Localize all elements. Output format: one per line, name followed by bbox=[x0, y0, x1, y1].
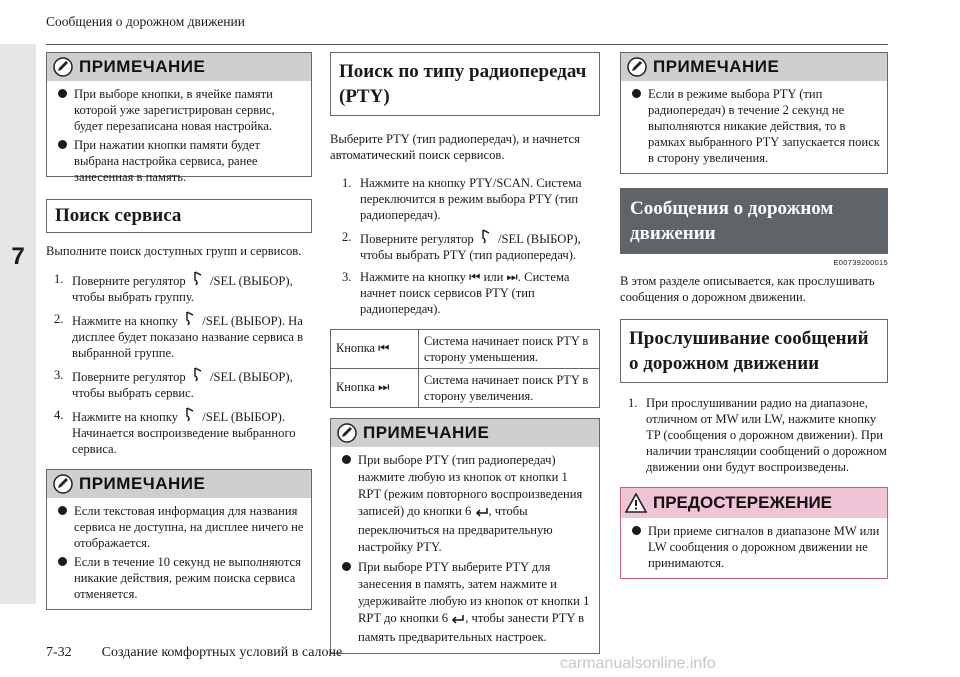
step: 3. Нажмите на кнопку ⏮ или ⏭. Система начнет поиск сервисов PTY (тип радиопередач). bbox=[342, 270, 570, 316]
seek-forward-icon: ⏭ bbox=[378, 380, 390, 394]
document-code: E00739200015 bbox=[833, 258, 888, 267]
step: 3. Поверните регулятор /SEL (ВЫБОР), чтобы выбрать сервис. bbox=[54, 368, 293, 400]
step: 2. Нажмите на кнопку /SEL (ВЫБОР). На дисплее будет показано название сервиса в выбранной группе. bbox=[54, 312, 304, 360]
column-right bbox=[620, 52, 888, 579]
step: 1. Поверните регулятор /SEL (ВЫБОР), чтобы выбрать группу. bbox=[54, 272, 293, 304]
note-label: ПРИМЕЧАНИЕ bbox=[653, 57, 780, 76]
note-label: ПРИМЕЧАНИЕ bbox=[79, 57, 206, 76]
section-title-pty: Поиск по типу радиопередач (PTY) bbox=[330, 52, 600, 116]
side-strip bbox=[0, 44, 36, 604]
note-header bbox=[47, 53, 311, 81]
page-number: 7-32 bbox=[46, 645, 72, 660]
knob-icon bbox=[189, 367, 207, 385]
note-label: ПРИМЕЧАНИЕ bbox=[79, 474, 206, 493]
step: 2. Поверните регулятор /SEL (ВЫБОР), чтобы выбрать PTY (тип радиопередач). bbox=[342, 230, 581, 262]
section-title-listen: Прослушивание сообщений о дорожном движении bbox=[620, 319, 888, 383]
note-bullet: Если в режиме выбора PTY (тип радиопередач) в течение 2 секунд не выполняются никакие действия, то в рамках выбранного PTY запускается поиск в сторону увеличения. bbox=[629, 86, 881, 166]
knob-icon bbox=[181, 407, 199, 425]
note-box bbox=[620, 52, 888, 174]
column-left bbox=[46, 52, 312, 610]
table-row: Кнопка ⏮ Система начинает поиск PTY в сторону уменьшения. bbox=[331, 330, 600, 369]
knob-icon bbox=[477, 229, 495, 247]
caution-bullet: При приеме сигналов в диапазоне MW или LW сообщения о дорожном движении не принимаются. bbox=[629, 523, 881, 571]
traffic-intro: В этом разделе описывается, как прослушивать сообщения о дорожном движении. bbox=[620, 274, 875, 304]
knob-icon bbox=[181, 311, 199, 329]
note-pencil-icon bbox=[53, 57, 73, 77]
note-pencil-icon bbox=[337, 423, 357, 443]
note-box bbox=[330, 418, 600, 654]
note-bullet: При выборе кнопки, в ячейке памяти которой уже зарегистрирован сервис, будет перезаписана новая настройка. bbox=[55, 86, 305, 134]
note-header bbox=[47, 470, 311, 498]
warning-triangle-icon bbox=[625, 493, 647, 513]
step: 1. Нажмите на кнопку PTY/SCAN. Система переключится в режим выбора PTY (тип радиопередач). bbox=[342, 176, 582, 222]
page-footer bbox=[46, 645, 342, 661]
table-row: Кнопка ⏭ Система начинает поиск PTY в сторону увеличения. bbox=[331, 369, 600, 408]
column-middle bbox=[330, 52, 600, 654]
watermark: carmanualsonline.info bbox=[560, 655, 716, 672]
running-head: Сообщения о дорожном движении bbox=[46, 14, 245, 29]
note-box bbox=[46, 52, 312, 184]
seek-back-icon: ⏮ bbox=[469, 270, 481, 284]
chapter-section-title: Сообщения о дорожном движении bbox=[620, 188, 888, 254]
note-bullet: Если в течение 10 секунд не выполняются никакие действия, режим поиска сервиса отменяется. bbox=[55, 554, 305, 602]
note-pencil-icon bbox=[53, 474, 73, 494]
note-bullet: Если текстовая информация для названия сервиса не доступна, на дисплее ничего не отображается. bbox=[55, 503, 305, 551]
caution-label: ПРЕДОСТЕРЕЖЕНИЕ bbox=[653, 493, 833, 512]
return-arrow-icon bbox=[451, 612, 465, 629]
caution-header bbox=[621, 488, 887, 518]
note-box bbox=[46, 469, 312, 610]
step: 1. При прослушивании радио на диапазоне, отличном от MW или LW, нажмите кнопку TP (сообщения о дорожном движении). При наличии трансляции сообщений о дорожном движении они будут воспроизведены. bbox=[628, 396, 887, 474]
pty-button-table bbox=[330, 329, 600, 408]
note-pencil-icon bbox=[627, 57, 647, 77]
caution-box bbox=[620, 487, 888, 579]
pty-intro: Выберите PTY (тип радиопередач), и начнется автоматический поиск сервисов. bbox=[330, 132, 580, 162]
section-title-service-search: Поиск сервиса bbox=[46, 199, 312, 233]
note-bullet: При нажатии кнопки памяти будет выбрана настройка сервиса, ранее занесенная в память. bbox=[55, 137, 305, 185]
service-intro: Выполните поиск доступных групп и сервисов. bbox=[46, 244, 302, 258]
note-header bbox=[331, 419, 599, 447]
seek-forward-icon: ⏭ bbox=[506, 270, 518, 284]
seek-back-icon: ⏮ bbox=[378, 341, 390, 355]
return-arrow-icon bbox=[475, 505, 489, 522]
chapter-tab: 7 bbox=[0, 240, 36, 274]
note-header bbox=[621, 53, 887, 81]
note-label: ПРИМЕЧАНИЕ bbox=[363, 423, 490, 442]
header-rule bbox=[46, 44, 888, 45]
note-bullet: При выборе PTY выберите PTY для занесения в память, затем нажмите и удерживайте любую из кнопок от кнопки 1 RPT до кнопки 6 , чтобы занести PTY в память предварительных настроек. bbox=[339, 559, 593, 646]
step: 4. Нажмите на кнопку /SEL (ВЫБОР). Начинается воспроизведение выбранного сервиса. bbox=[54, 408, 296, 456]
note-bullet: При выборе PTY (тип радиопередач) нажмите любую из кнопок от кнопки 1 RPT (режим повторного воспроизведения записей) до кнопки 6 , чтобы переключиться на предварительную настройку PTY. bbox=[339, 452, 593, 556]
knob-icon bbox=[189, 271, 207, 289]
footer-title: Создание комфортных условий в салоне bbox=[101, 645, 343, 660]
